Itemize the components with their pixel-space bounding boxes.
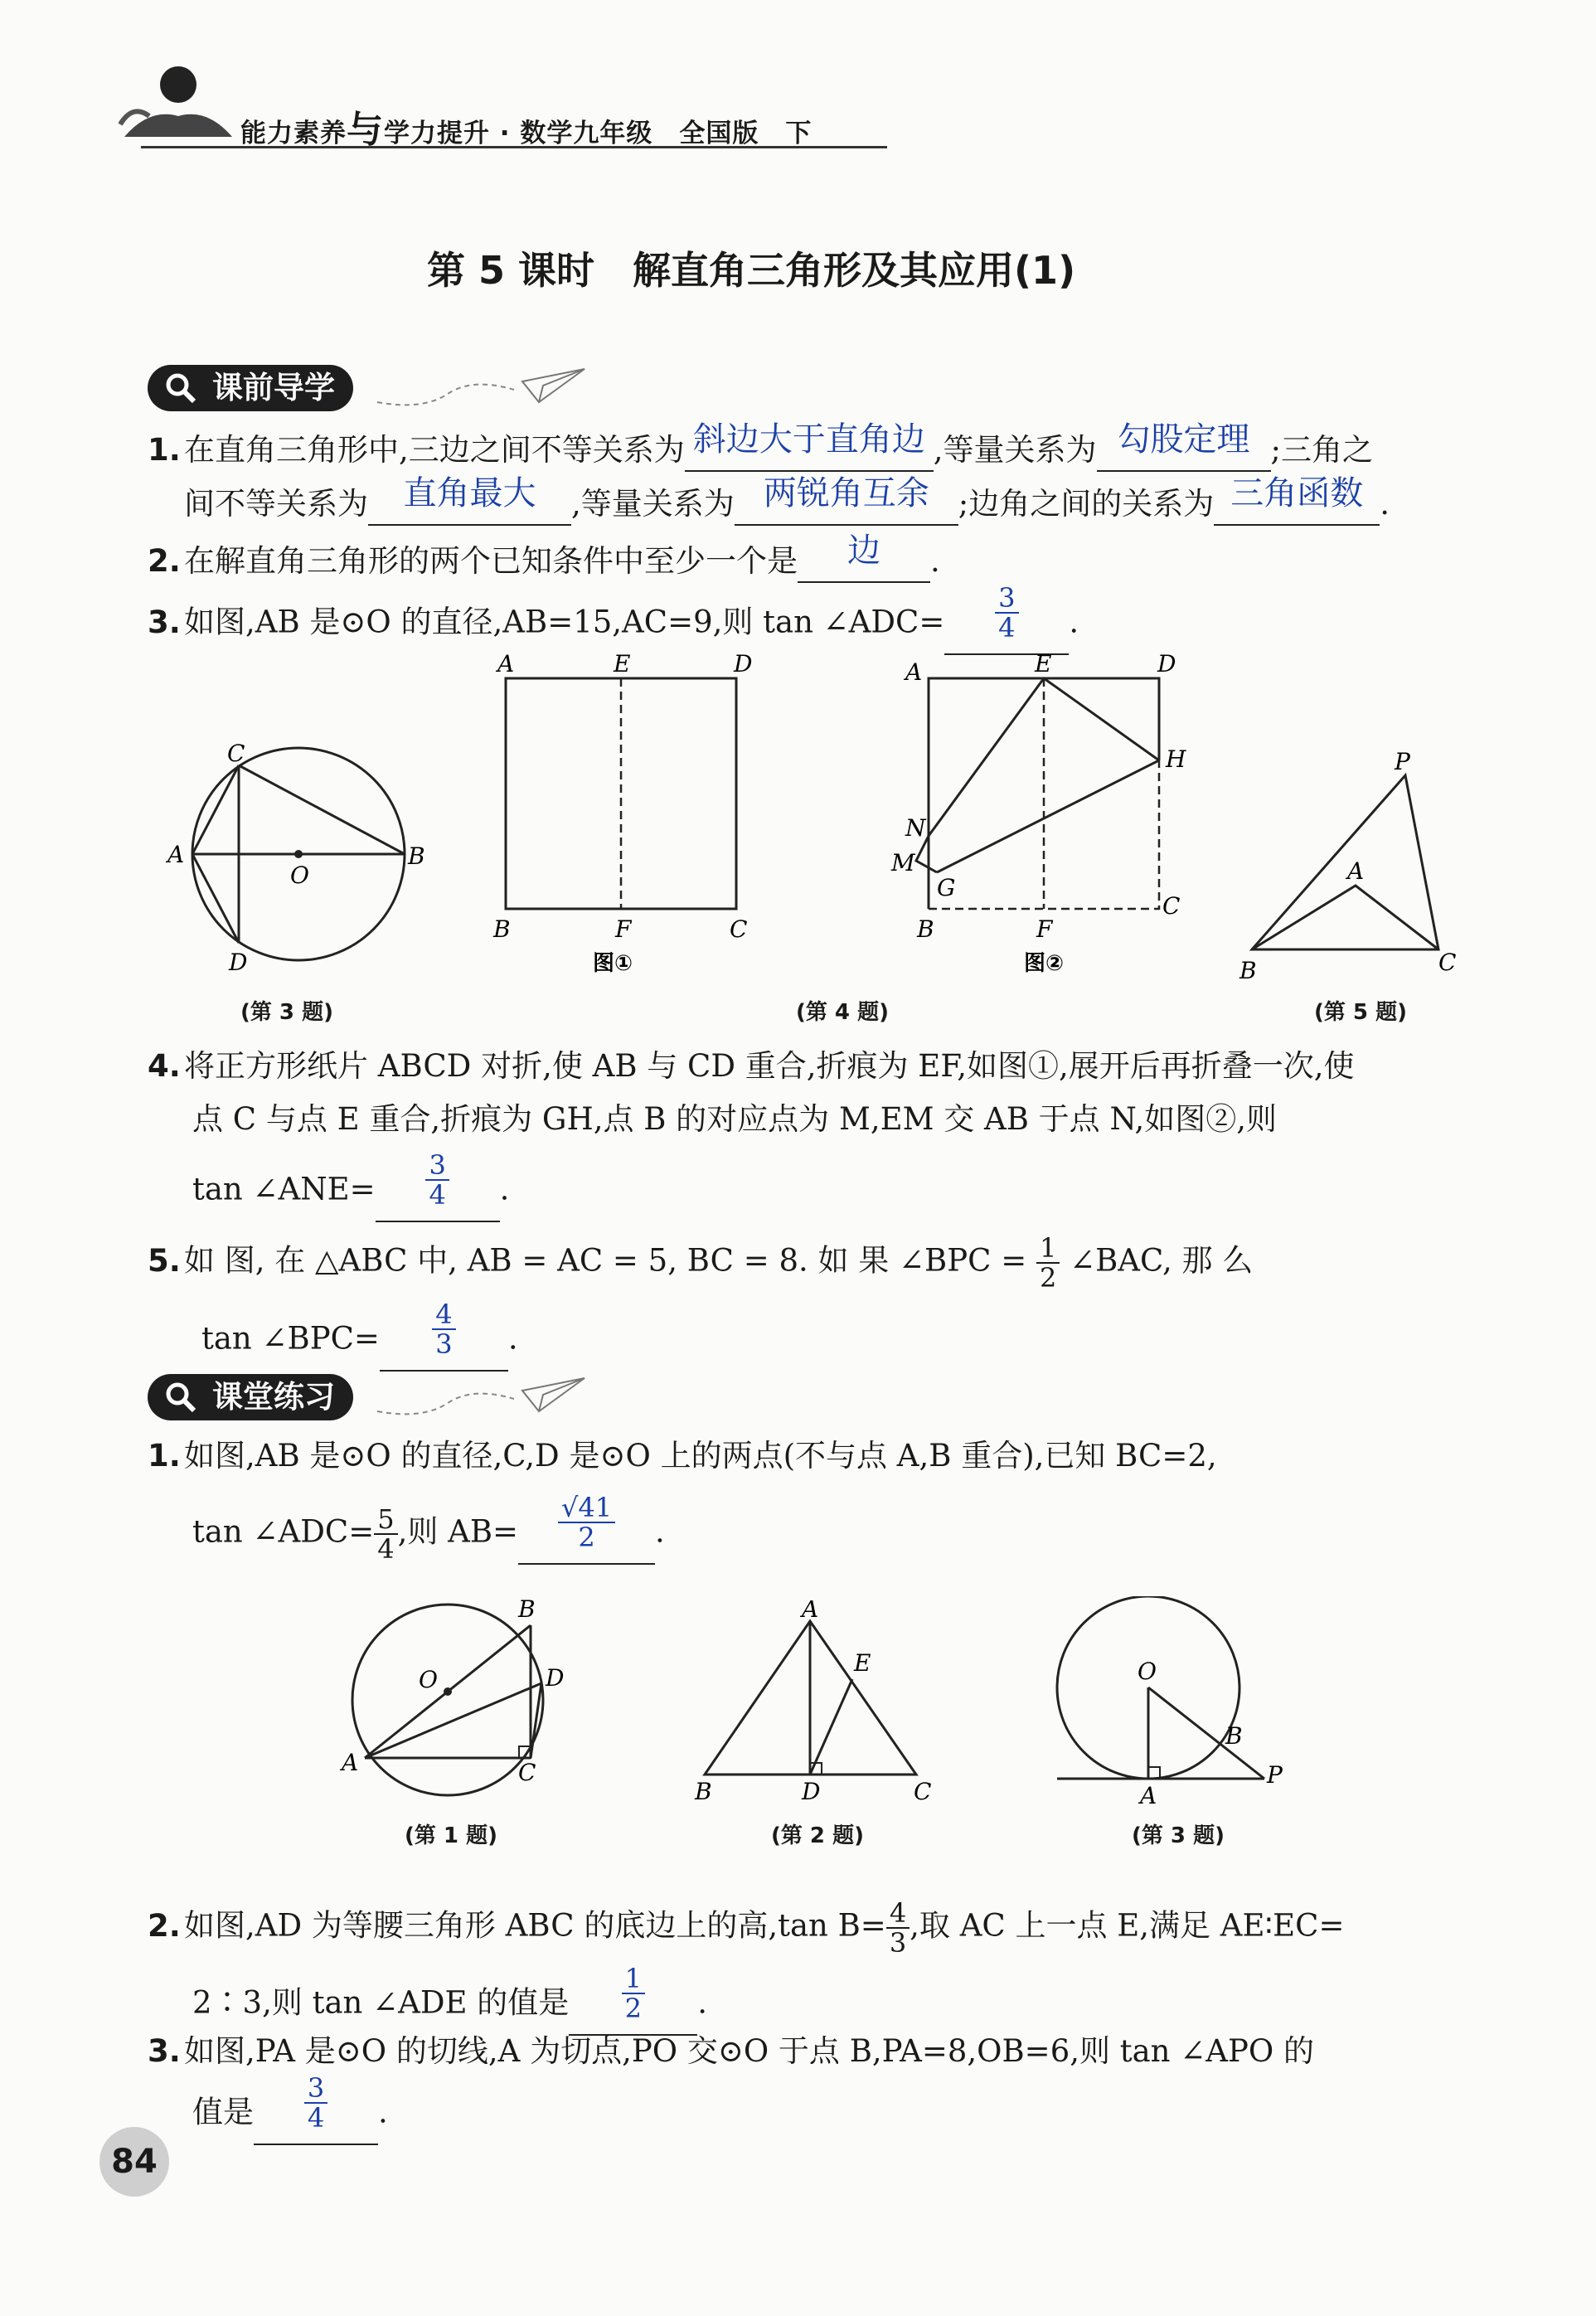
label-C: C [1162,892,1181,920]
label-D: D [229,949,248,976]
pre-q4-line2: 点 C 与点 E 重合,折痕为 GH,点 B 的对应点为 M,EM 交 AB 于点 N,如图②,则 [192,1101,1277,1137]
label-C: C [914,1778,932,1805]
label-A: A [167,841,185,868]
label-O: O [290,862,309,889]
label-D: D [734,650,753,677]
label-B: B [695,1778,712,1805]
label-C: C [227,740,245,767]
class-q3-line1: 3. 如图,PA 是⊙O 的切线,A 为切点,PO 交⊙O 于点 B,PA=8,OB=6,则 tan ∠APO 的 [148,2033,1314,2069]
magnifier-icon [164,1381,197,1414]
label-D: D [546,1664,565,1692]
caption-fig1: 图① [593,951,633,976]
label-B: B [493,915,511,943]
label-N: N [905,814,926,842]
pre-q4-line1: 4. 将正方形纸片 ABCD 对折,使 AB 与 CD 重合,折痕为 EF,如图①,展开后再折叠一次,使 [148,1048,1355,1084]
label-P: P [1267,1761,1283,1789]
pre-q5-line1: 5. 如 图, 在 △ABC 中, AB = AC = 5, BC = 8. 如 果 ∠BPC = $\frac{1}{2}$ ∠BAC, 那 么 [148,1232,1254,1294]
pre-q3: 3. 如图,AB 是⊙O 的直径,AB=15,AC=9,则 tan ∠ADC= $\frac{3}{4}$ . [148,595,1079,655]
label-B: B [408,842,425,870]
label-A: A [497,650,515,677]
page-number: 84 [99,2127,169,2197]
page-title: 第 5 课时 解直角三角形及其应用(1) [427,248,1076,293]
label-B: B [1239,957,1257,984]
paper-plane-icon [373,357,589,415]
header-logo [116,58,240,149]
label-B: B [1225,1722,1243,1750]
label-F: F [1036,915,1053,943]
caption-pre-4: (第 4 题) [796,1000,889,1025]
class-q1-line2: tan ∠ADC= $\frac{5}{4}$ ,则 AB= $\frac{√41}{2}$ . [192,1492,665,1565]
label-C: C [518,1759,536,1786]
label-O: O [1138,1658,1157,1685]
pre-q5-line2: tan ∠BPC= $\frac{4}{3}$ . [201,1312,518,1372]
figure-pre-5 [1235,738,1484,987]
caption-fig2: 图② [1024,951,1065,976]
label-A: A [905,658,923,686]
label-O: O [419,1666,438,1693]
caption-class-2: (第 2 题) [771,1823,864,1848]
caption-class-3: (第 3 题) [1132,1823,1225,1848]
header-rule [141,146,887,148]
caption-pre-5: (第 5 题) [1314,1000,1407,1025]
magnifier-icon [164,371,197,405]
header-title: 能力素养与学力提升 · 数学九年级 全国版 下 [240,109,813,151]
figure-class-2 [688,1600,953,1808]
figure-class-3 [1045,1596,1302,1812]
pre-q1-line2: 间不等关系为 直角最大 ,等量关系为 两锐角互余 ;边角之间的关系为 三角函数 . [184,483,1390,526]
label-G: G [937,874,956,901]
figure-pre-4b [871,647,1202,978]
label-E: E [854,1649,871,1677]
label-E: E [614,650,631,677]
figure-class-1 [332,1596,580,1812]
figure-pre-3 [158,730,439,987]
label-F: F [615,915,632,943]
label-B: B [917,915,934,943]
class-q3-line2: 值是 $\frac{3}{4}$ . [192,2085,388,2145]
section-class: 课堂练习 [148,1374,353,1420]
label-A: A [1347,857,1365,885]
label-H: H [1166,745,1186,773]
label-D: D [802,1778,821,1805]
caption-class-1: (第 1 题) [405,1823,497,1848]
label-E: E [1035,650,1052,677]
label-A: A [802,1600,819,1623]
caption-pre-3: (第 3 题) [240,1000,333,1025]
pre-q1-line1: 1. 在直角三角形中,三边之间不等关系为 斜边大于直角边 ,等量关系为 勾股定理 ;三角之 [148,430,1373,472]
pre-q4-line3: tan ∠ANE= $\frac{3}{4}$ . [192,1163,509,1222]
label-M: M [891,849,915,876]
class-q1-line1: 1. 如图,AB 是⊙O 的直径,C,D 是⊙O 上的两点(不与点 A,B 重合),已知 BC=2, [148,1438,1217,1474]
paper-plane-icon [373,1366,589,1424]
section-pre: 课前导学 [148,365,353,411]
label-C: C [1438,949,1457,976]
label-D: D [1157,650,1176,677]
figure-pre-4a [481,647,763,978]
label-B: B [518,1596,536,1623]
class-q2-line2: 2∶3,则 tan ∠ADE 的值是 $\frac{1}{2}$ . [192,1976,707,2036]
pre-q2: 2. 在解直角三角形的两个已知条件中至少一个是 边 . [148,541,940,583]
label-A: A [1140,1782,1157,1809]
label-P: P [1395,748,1410,775]
class-q2-line1: 2. 如图,AD 为等腰三角形 ABC 的底边上的高,tan B= $\frac{4}{3}$ ,取 AC 上一点 E,满足 AE∶EC= [148,1897,1345,1959]
label-A: A [342,1749,359,1776]
label-C: C [730,915,748,943]
